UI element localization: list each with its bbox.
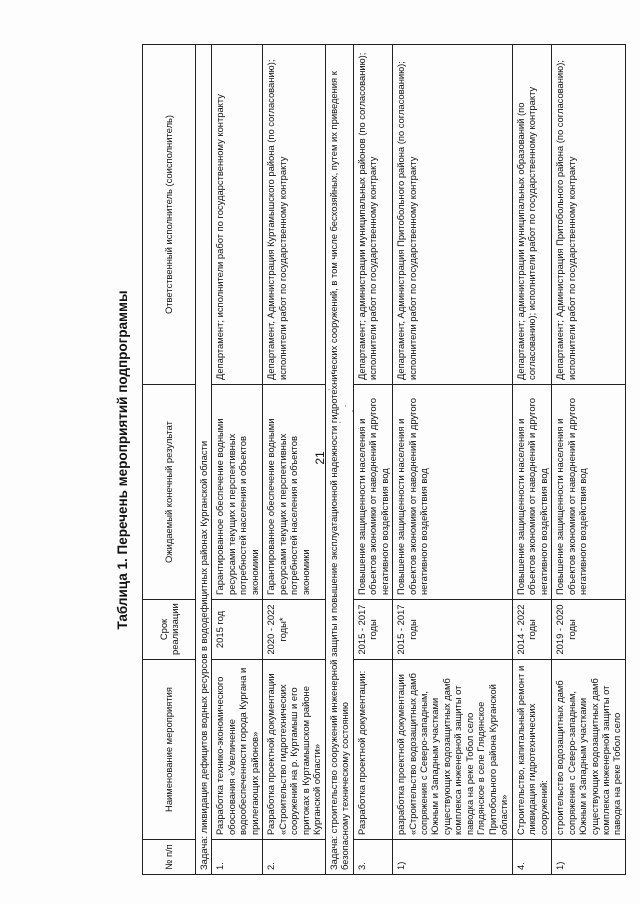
row-num: 1.: [212, 840, 263, 875]
row-result: Повышение защищенности населения и объектов экономики от наводнений и другого негативного воздействия вод: [393, 385, 513, 600]
row-executor: Департамент; администрации муниципальных образований (по согласованию); исполнители работ по государственному контракту: [512, 45, 551, 385]
row-term: 2015 год: [212, 600, 263, 660]
row-term: 2019 - 2020 годы: [552, 600, 626, 660]
row-result: Гарантированное обеспечение водными ресурсами текущих и перспективных потребностей населения и объектов экономики: [212, 385, 263, 600]
task-1: Задача: ликвидация дефицитов водных ресурсов в вододефицитных районах Курганской области: [196, 45, 212, 875]
table-row: [212, 45, 263, 875]
task-row: [196, 45, 212, 875]
row-name: Строительство, капитальный ремонт и ликвидация гидротехнических сооружений:: [512, 660, 551, 840]
header-result: Ожидаемый конечный результат: [143, 385, 196, 600]
rotated-table-area: [110, 35, 623, 885]
header-name: Наименование мероприятия: [143, 660, 196, 840]
row-num: 3.: [353, 840, 392, 875]
page-number: 21: [313, 451, 327, 465]
row-num: 4.: [512, 840, 551, 875]
row-name: строительство водозащитных дамб сопряжения с Северо-западным, Южным и Западным участками существующих водозащитных дамб комплекса инженерной защиты от паводка на реке Тобол село: [552, 660, 626, 840]
row-term: 2014 - 2022 годы: [512, 600, 551, 660]
header-term: Срок реализации: [143, 600, 196, 660]
row-result: Повышение защищенности населения и объектов экономики от наводнений и другого негативного воздействия вод: [552, 385, 626, 600]
row-result: Повышение защищенности населения и объектов экономики от наводнений и другого негативного воздействия вод: [512, 385, 551, 600]
table-row: [552, 45, 626, 875]
row-name: Разработка технико-экономического обоснования «Увеличение водообеспеченности города Кургана и прилегающих районов»: [212, 660, 263, 840]
row-num: 1): [552, 840, 626, 875]
row-num: 1): [393, 840, 513, 875]
task-2: Задача: строительство сооружений инженерной защиты и повышение эксплуатационной надежности гидротехнических сооружений, в том числе бесхозяйных, путем их приведения к безопасному техническому состоянию: [325, 45, 353, 875]
row-term: 2015 - 2017 годы: [393, 600, 513, 660]
row-executor: Департамент; исполнители работ по государственному контракту: [212, 45, 263, 385]
row-name: Разработка проектной документации:: [353, 660, 392, 840]
table-title: Таблица 1. Перечень мероприятий подпрограммы: [115, 290, 130, 630]
row-executor: Департамент, Администрация Куртамышского района (по согласованию); исполнители работ по государственному контракту: [263, 45, 325, 385]
table-row: [263, 45, 325, 875]
row-executor: Департамент, Администрация Притобольного района (по согласованию); исполнители работ по государственному контракту: [393, 45, 513, 385]
table-header-row: [143, 45, 196, 875]
row-executor: Департамент; администрации муниципальных районов (по согласованию); исполнители работ по государственному контракту: [353, 45, 392, 385]
task-row: [325, 45, 353, 875]
table-row: [393, 45, 513, 875]
row-result: Гарантированное обеспечение водными ресурсами текущих и перспективных потребностей населения и объектов экономики: [263, 385, 325, 600]
row-executor: Департамент; Администрация Притобольного района (по согласованию); исполнители работ по государственному контракту: [552, 45, 626, 385]
row-term: 2015 - 2017 годы: [353, 600, 392, 660]
table-row: [512, 45, 551, 875]
header-num: № п/п: [143, 840, 196, 875]
row-result: Повышение защищенности населения и объектов экономики от наводнений и другого негативного воздействия вод: [353, 385, 392, 600]
row-name: Разработка проектной документации «Строительство гидротехнических сооружений на р. Куртамыш и его притоках в Куртамышском районе Курганской области»: [263, 660, 325, 840]
row-name: разработка проектной документации «Строительство водозащитных дамб сопряжения с Северо-западным, Южным и Западным участками существующих водозащитных дамб комплекса инженерной защиты от паводка на реке Тобол село Глядянское в селе Глядянское Притобольного района Курганской области»: [393, 660, 513, 840]
header-executor: Ответственный исполнитель (соисполнитель): [143, 45, 196, 385]
row-num: 2.: [263, 840, 325, 875]
table-row: [353, 45, 392, 875]
row-term: 2020 - 2022 годы*: [263, 600, 325, 660]
measures-table: [142, 44, 626, 875]
